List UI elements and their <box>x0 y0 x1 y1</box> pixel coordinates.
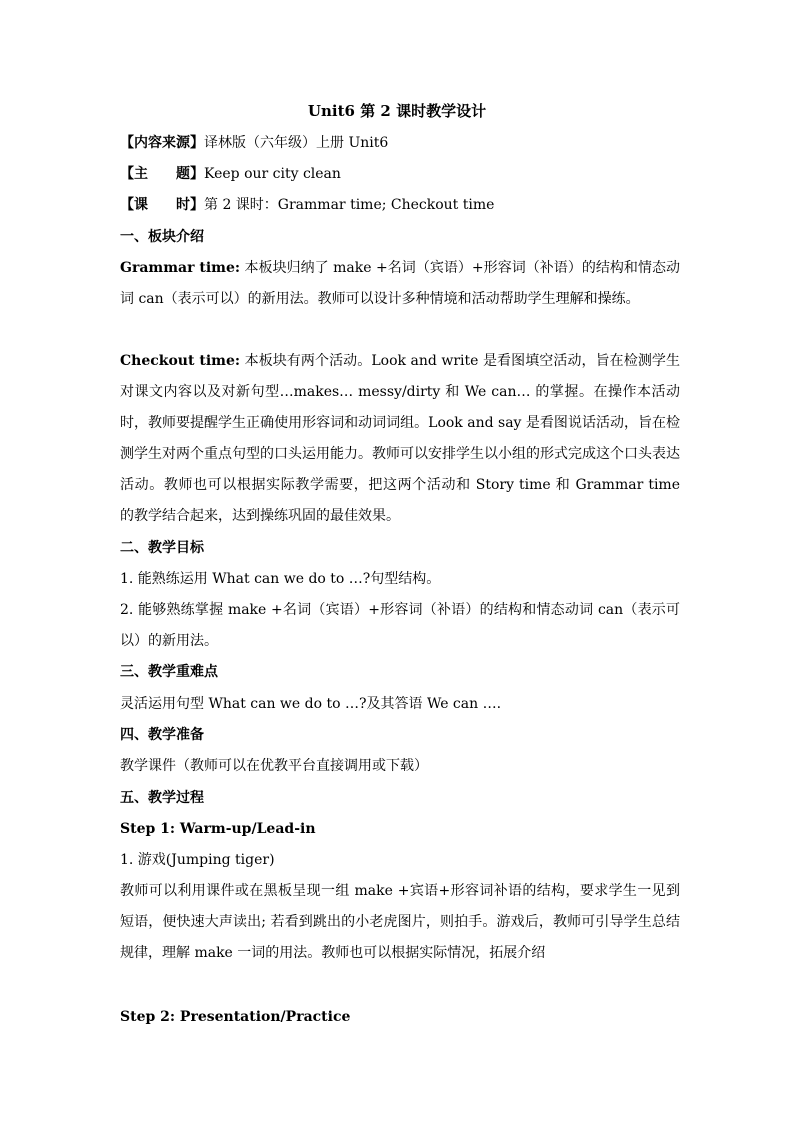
key-points-text: 灵活运用句型 What can we do to …?及其答语 We can …. <box>120 696 502 712</box>
grammar-time-text: 本板块归纳了 make +名词（宾语）+形容词（补语）的结构和情态动词 can（表示可以）的新用法。教师可以设计多种情境和活动帮助学生理解和操练。 <box>120 260 681 307</box>
objective-item-1: 1. 能熟练运用 What can we do to …?句型结构。 <box>120 571 441 587</box>
preparation-text: 教学课件（教师可以在优教平台直接调用或下载） <box>120 758 428 774</box>
source-label: 【内容来源】 <box>120 135 204 151</box>
step1-heading: Step 1: Warm-up/Lead-in <box>120 821 316 837</box>
topic-label: 【主 题】 <box>120 166 204 182</box>
checkout-time-paragraph <box>120 346 680 532</box>
document-title: Unit6 第 2 课时教学设计 <box>307 102 487 120</box>
period-line <box>120 195 680 215</box>
topic-value: Keep our city clean <box>204 166 341 182</box>
section-heading-modules: 一、板块介绍 <box>120 229 204 245</box>
source-value: 译林版（六年级）上册 Unit6 <box>204 135 389 151</box>
section-heading-preparation: 四、教学准备 <box>120 727 204 743</box>
period-label: 【课 时】 <box>120 197 204 213</box>
checkout-time-text: 本板块有两个活动。Look and write 是看图填空活动，旨在检测学生对课文内容以及对新句型…makes… messy/dirty 和 We can… 的掌握。在操作本活动时，教师要提醒学生正确使用形容词和动词词组。Look and say 是看图说话活动，旨在检测学生对两个重点句型的口头运用能力。教师可以安排学生以小组的形式完成这个口头表达活动。教师也可以根据实际教学需要，把这两个活动和 Story time 和 Grammar time 的教学结合起来，达到操练巩固的最佳效果。 <box>120 353 681 524</box>
grammar-time-paragraph <box>120 253 680 315</box>
section-heading-process: 五、教学过程 <box>120 790 204 806</box>
step1-paragraph: 教师可以利用课件或在黑板呈现一组 make +宾语+形容词补语的结构，要求学生一见到短语，便快速大声读出; 若看到跳出的小老虎图片，则拍手。游戏后，教师可引导学生总结规律，理解 make 一词的用法。教师也可以根据实际情况，拓展介绍 <box>120 883 680 961</box>
grammar-time-lead: Grammar time: <box>120 260 241 276</box>
section-heading-key-points: 三、教学重难点 <box>120 664 218 680</box>
topic-line <box>120 164 680 184</box>
source-line <box>120 133 680 153</box>
objective-item-2: 2. 能够熟练掌握 make +名词（宾语）+形容词（补语）的结构和情态动词 can（表示可以）的新用法。 <box>120 602 680 649</box>
step2-heading: Step 2: Presentation/Practice <box>120 1009 351 1025</box>
period-value: 第 2 课时：Grammar time; Checkout time <box>204 197 495 213</box>
section-heading-objectives: 二、教学目标 <box>120 540 204 556</box>
checkout-time-lead: Checkout time: <box>120 353 241 369</box>
step1-item: 1. 游戏(Jumping tiger) <box>120 852 275 868</box>
